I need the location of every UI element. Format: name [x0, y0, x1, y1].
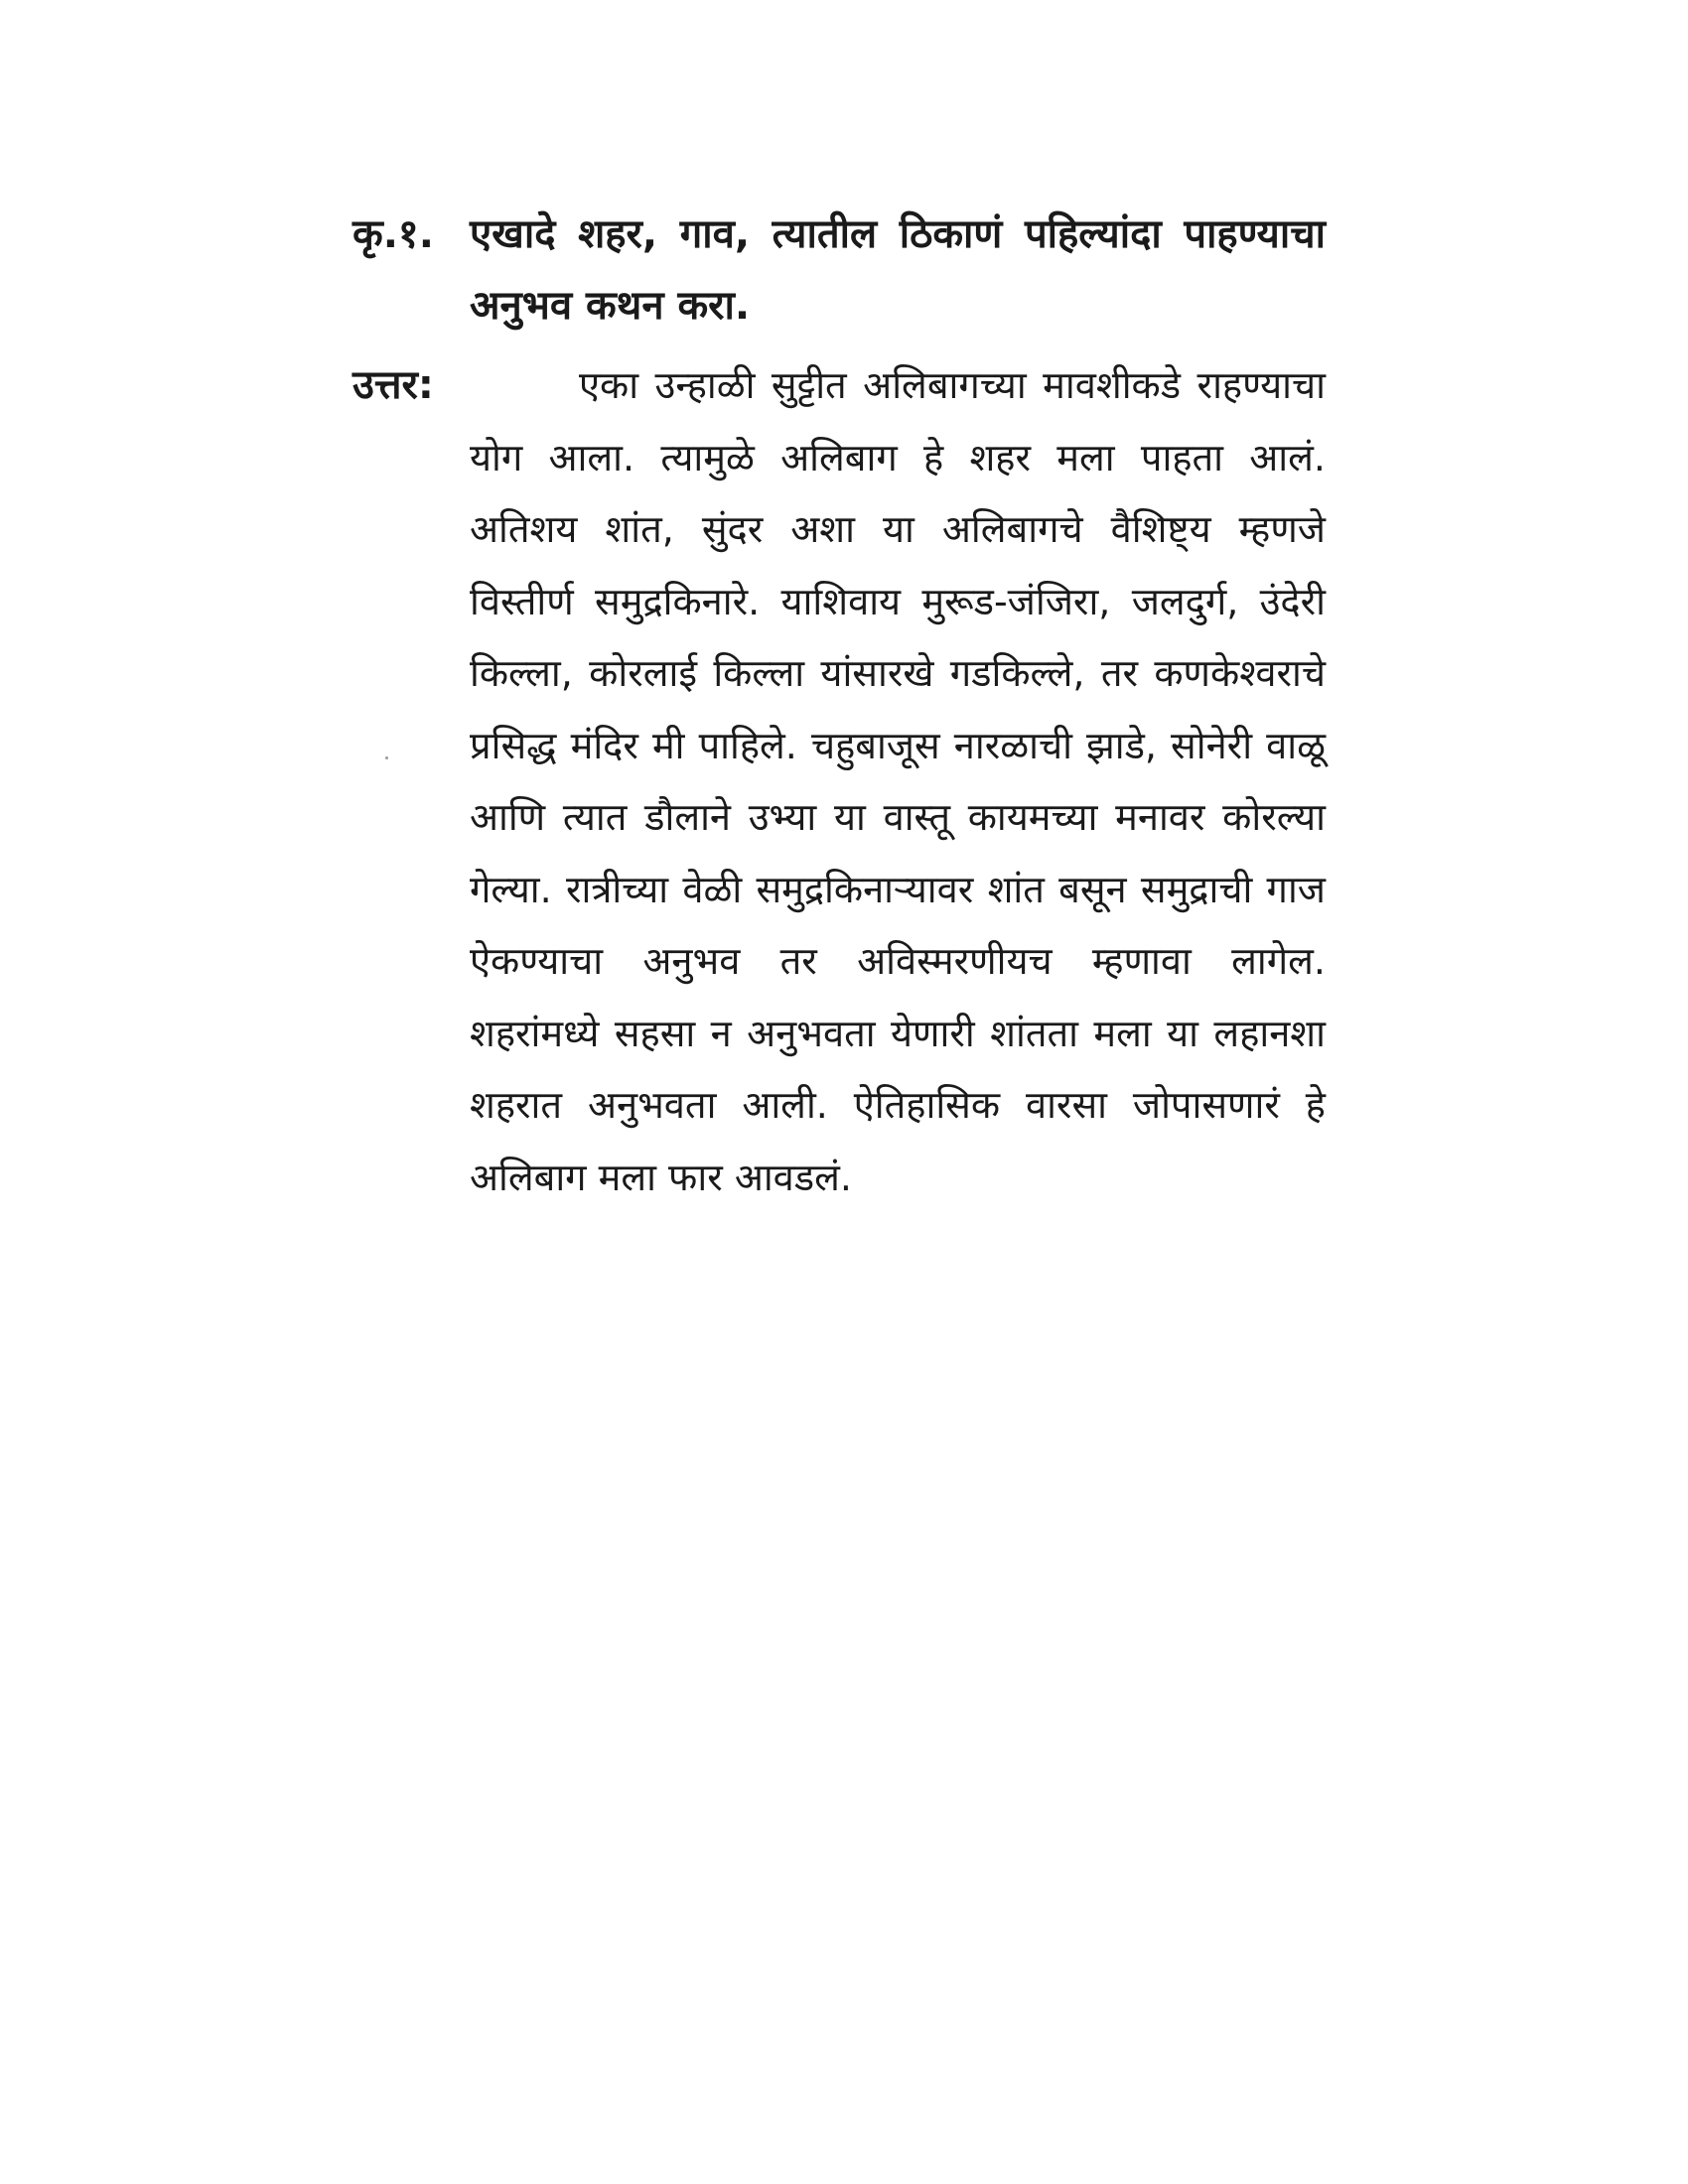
answer-label: उत्तर: [352, 362, 434, 408]
answer-row [352, 349, 1326, 1213]
scan-speck [385, 756, 388, 759]
answer-paragraph: एका उन्हाळी सुट्टीत अलिबागच्या मावशीकडे राहण्याचा योग आला. त्यामुळे अलिबाग हे शहर मला पाहता आलं. अतिशय शांत, सुंदर अशा या अलिबागचे वैशिष्ट्य म्हणजे विस्तीर्ण समुद्रकिनारे. याशिवाय मुरूड-जंजिरा, जलदुर्ग, उंदेरी किल्ला, कोरलाई किल्ला यांसारखे गडकिल्ले, तर कणकेश्वराचे प्रसिद्ध मंदिर मी पाहिले. चहुबाजूस नारळाची झाडे, सोनेरी वाळू आणि त्यात डौलाने उभ्या या वास्तू कायमच्या मनावर कोरल्या गेल्या. रात्रीच्या वेळी समुद्रकिनाऱ्यावर शांत बसून समुद्राची गाज ऐकण्याचा अनुभव तर अविस्मरणीयच म्हणावा लागेल. शहरांमध्ये सहसा न अनुभवता येणारी शांतता मला या लहानशा शहरात अनुभवता आली. ऐतिहासिक वारसा जोपासणारं हे अलिबाग मला फार आवडलं. [470, 363, 1326, 1199]
question-row [352, 199, 1326, 341]
question-number: कृ.१. [352, 211, 434, 257]
question-text: एखादे शहर, गाव, त्यातील ठिकाणं पहिल्यांदा पाहण्याचा अनुभव कथन करा. [470, 211, 1326, 329]
question-answer-block [352, 199, 1326, 1213]
